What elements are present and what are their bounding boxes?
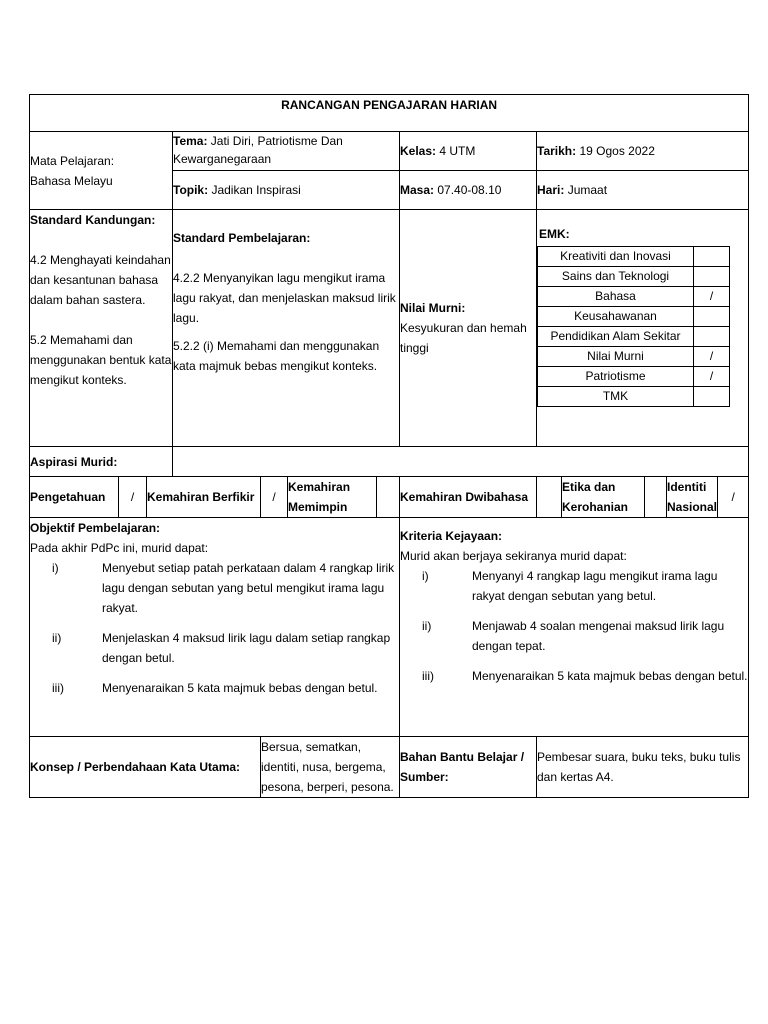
nilai-murni-value: Kesyukuran dan hemah tinggi <box>400 321 527 355</box>
emk-name: Keusahawanan <box>538 307 694 327</box>
kelas-cell <box>400 132 537 171</box>
nilai-murni-label: Nilai Murni: <box>400 301 466 315</box>
item-number: iii) <box>422 669 434 683</box>
kriteria-list <box>400 566 748 686</box>
mata-pelajaran-cell <box>30 132 173 210</box>
hari-value: Jumaat <box>567 183 608 197</box>
tarikh-label: Tarikh: <box>537 144 577 158</box>
item-text: Menjawab 4 soalan mengenai maksud lirik lagu dengan tepat. <box>472 619 725 653</box>
item-number: ii) <box>422 619 432 633</box>
emk-cell <box>537 210 749 447</box>
emk-mark: / <box>694 287 730 307</box>
objektif-label: Objektif Pembelajaran: <box>30 521 161 535</box>
emk-mark <box>694 307 730 327</box>
standard-pembelajaran-cell <box>173 210 400 447</box>
konsep-value: Bersua, sematkan, identiti, nusa, bergema, pesona, berperi, pesona. <box>261 737 400 798</box>
aspirasi-item-mark: / <box>119 477 147 518</box>
masa-value: 07.40-08.10 <box>437 183 502 197</box>
emk-mark <box>694 387 730 407</box>
topik-value: Jadikan Inspirasi <box>211 183 301 197</box>
kelas-value: 4 UTM <box>439 144 476 158</box>
aspirasi-item-mark <box>537 477 562 518</box>
emk-row <box>538 327 730 347</box>
aspirasi-item-mark: / <box>718 477 749 518</box>
aspirasi-blank-cell <box>173 447 749 477</box>
emk-row <box>538 307 730 327</box>
emk-mark <box>694 247 730 267</box>
emk-mark <box>694 327 730 347</box>
mata-pelajaran-label: Mata Pelajaran: <box>30 153 115 168</box>
kriteria-intro: Murid akan berjaya sekiranya murid dapat: <box>400 549 627 563</box>
emk-name: Pendidikan Alam Sekitar <box>538 327 694 347</box>
aspirasi-item-mark <box>645 477 667 518</box>
item-text: Menyenaraikan 5 kata majmuk bebas dengan betul. <box>472 669 748 683</box>
aspirasi-item-name: Pengetahuan <box>30 477 119 518</box>
aspirasi-item-name: Kemahiran Memimpin <box>288 477 377 518</box>
hari-cell <box>537 171 749 210</box>
objektif-list <box>30 558 399 698</box>
emk-name: Bahasa <box>538 287 694 307</box>
bahan-value: Pembesar suara, buku teks, buku tulis dan kertas A4. <box>537 737 749 798</box>
item-text: Menyanyi 4 rangkap lagu mengikut irama lagu rakyat dengan sebutan yang betul. <box>472 569 718 603</box>
standard-pembelajaran-item: 4.2.2 Menyanyikan lagu mengikut irama lagu rakyat, dan menjelaskan maksud lirik lagu. <box>173 271 396 325</box>
tema-value: Jati Diri, Patriotisme Dan Kewarganegaraan <box>173 134 343 166</box>
bahan-label: Bahan Bantu Belajar / Sumber: <box>400 737 537 798</box>
list-item <box>422 616 748 656</box>
konsep-label: Konsep / Perbendahaan Kata Utama: <box>30 737 261 798</box>
lesson-plan-table <box>29 94 749 798</box>
aspirasi-item-mark: / <box>261 477 288 518</box>
standard-pembelajaran-item: 5.2.2 (i) Memahami dan menggunakan kata majmuk bebas mengikut konteks. <box>173 339 380 373</box>
item-text: Menyebut setiap patah perkataan dalam 4 rangkap lirik lagu dengan sebutan yang betul mengikut irama lagu rakyat. <box>102 561 395 615</box>
aspirasi-item-mark <box>377 477 400 518</box>
item-number: i) <box>52 561 59 575</box>
list-item <box>52 678 399 698</box>
tarikh-cell <box>537 132 749 171</box>
kriteria-label: Kriteria Kejayaan: <box>400 529 503 543</box>
emk-row <box>538 387 730 407</box>
list-item <box>422 666 748 686</box>
standard-pembelajaran-label: Standard Pembelajaran: <box>173 231 311 245</box>
list-item <box>52 558 399 618</box>
nilai-murni-cell <box>400 210 537 447</box>
emk-mark: / <box>694 367 730 387</box>
document-title: RANCANGAN PENGAJARAN HARIAN <box>30 95 749 132</box>
emk-row <box>538 367 730 387</box>
standard-kandungan-item: 4.2 Menghayati keindahan dan kesantunan bahasa dalam bahan sastera. <box>30 253 171 307</box>
kriteria-cell <box>400 518 749 737</box>
aspirasi-item-name: Etika dan Kerohanian <box>562 477 645 518</box>
emk-name: Patriotisme <box>538 367 694 387</box>
item-text: Menyenaraikan 5 kata majmuk bebas dengan betul. <box>102 681 378 695</box>
topik-cell <box>173 171 400 210</box>
standard-kandungan-item: 5.2 Memahami dan menggunakan bentuk kata mengikut konteks. <box>30 333 172 387</box>
emk-row <box>538 247 730 267</box>
emk-name: Nilai Murni <box>538 347 694 367</box>
objektif-cell <box>30 518 400 737</box>
mata-pelajaran-value: Bahasa Melayu <box>30 173 113 188</box>
emk-name: Sains dan Teknologi <box>538 267 694 287</box>
emk-label: EMK: <box>539 227 570 241</box>
emk-name: Kreativiti dan Inovasi <box>538 247 694 267</box>
emk-row <box>538 347 730 367</box>
aspirasi-item-name: Kemahiran Dwibahasa <box>400 477 537 518</box>
item-number: i) <box>422 569 429 583</box>
masa-label: Masa: <box>400 183 435 197</box>
lesson-plan-document <box>29 94 748 794</box>
tema-cell <box>173 132 400 171</box>
aspirasi-item-name: Kemahiran Berfikir <box>147 477 261 518</box>
emk-row <box>538 267 730 287</box>
objektif-intro: Pada akhir PdPc ini, murid dapat: <box>30 541 209 555</box>
topik-label: Topik: <box>173 183 209 197</box>
emk-checklist <box>537 246 730 407</box>
masa-cell <box>400 171 537 210</box>
aspirasi-item-name: Identiti Nasional <box>667 477 718 518</box>
emk-mark: / <box>694 347 730 367</box>
list-item <box>52 628 399 668</box>
item-text: Menjelaskan 4 maksud lirik lagu dalam setiap rangkap dengan betul. <box>102 631 391 665</box>
hari-label: Hari: <box>537 183 565 197</box>
tarikh-value: 19 Ogos 2022 <box>579 144 655 158</box>
emk-mark <box>694 267 730 287</box>
aspirasi-label: Aspirasi Murid: <box>30 447 173 477</box>
item-number: iii) <box>52 681 64 695</box>
list-item <box>422 566 748 606</box>
kelas-label: Kelas: <box>400 144 437 158</box>
tema-label: Tema: <box>173 134 208 148</box>
standard-kandungan-label: Standard Kandungan: <box>30 213 156 227</box>
emk-name: TMK <box>538 387 694 407</box>
item-number: ii) <box>52 631 62 645</box>
standard-kandungan-cell <box>30 210 173 447</box>
emk-row <box>538 287 730 307</box>
